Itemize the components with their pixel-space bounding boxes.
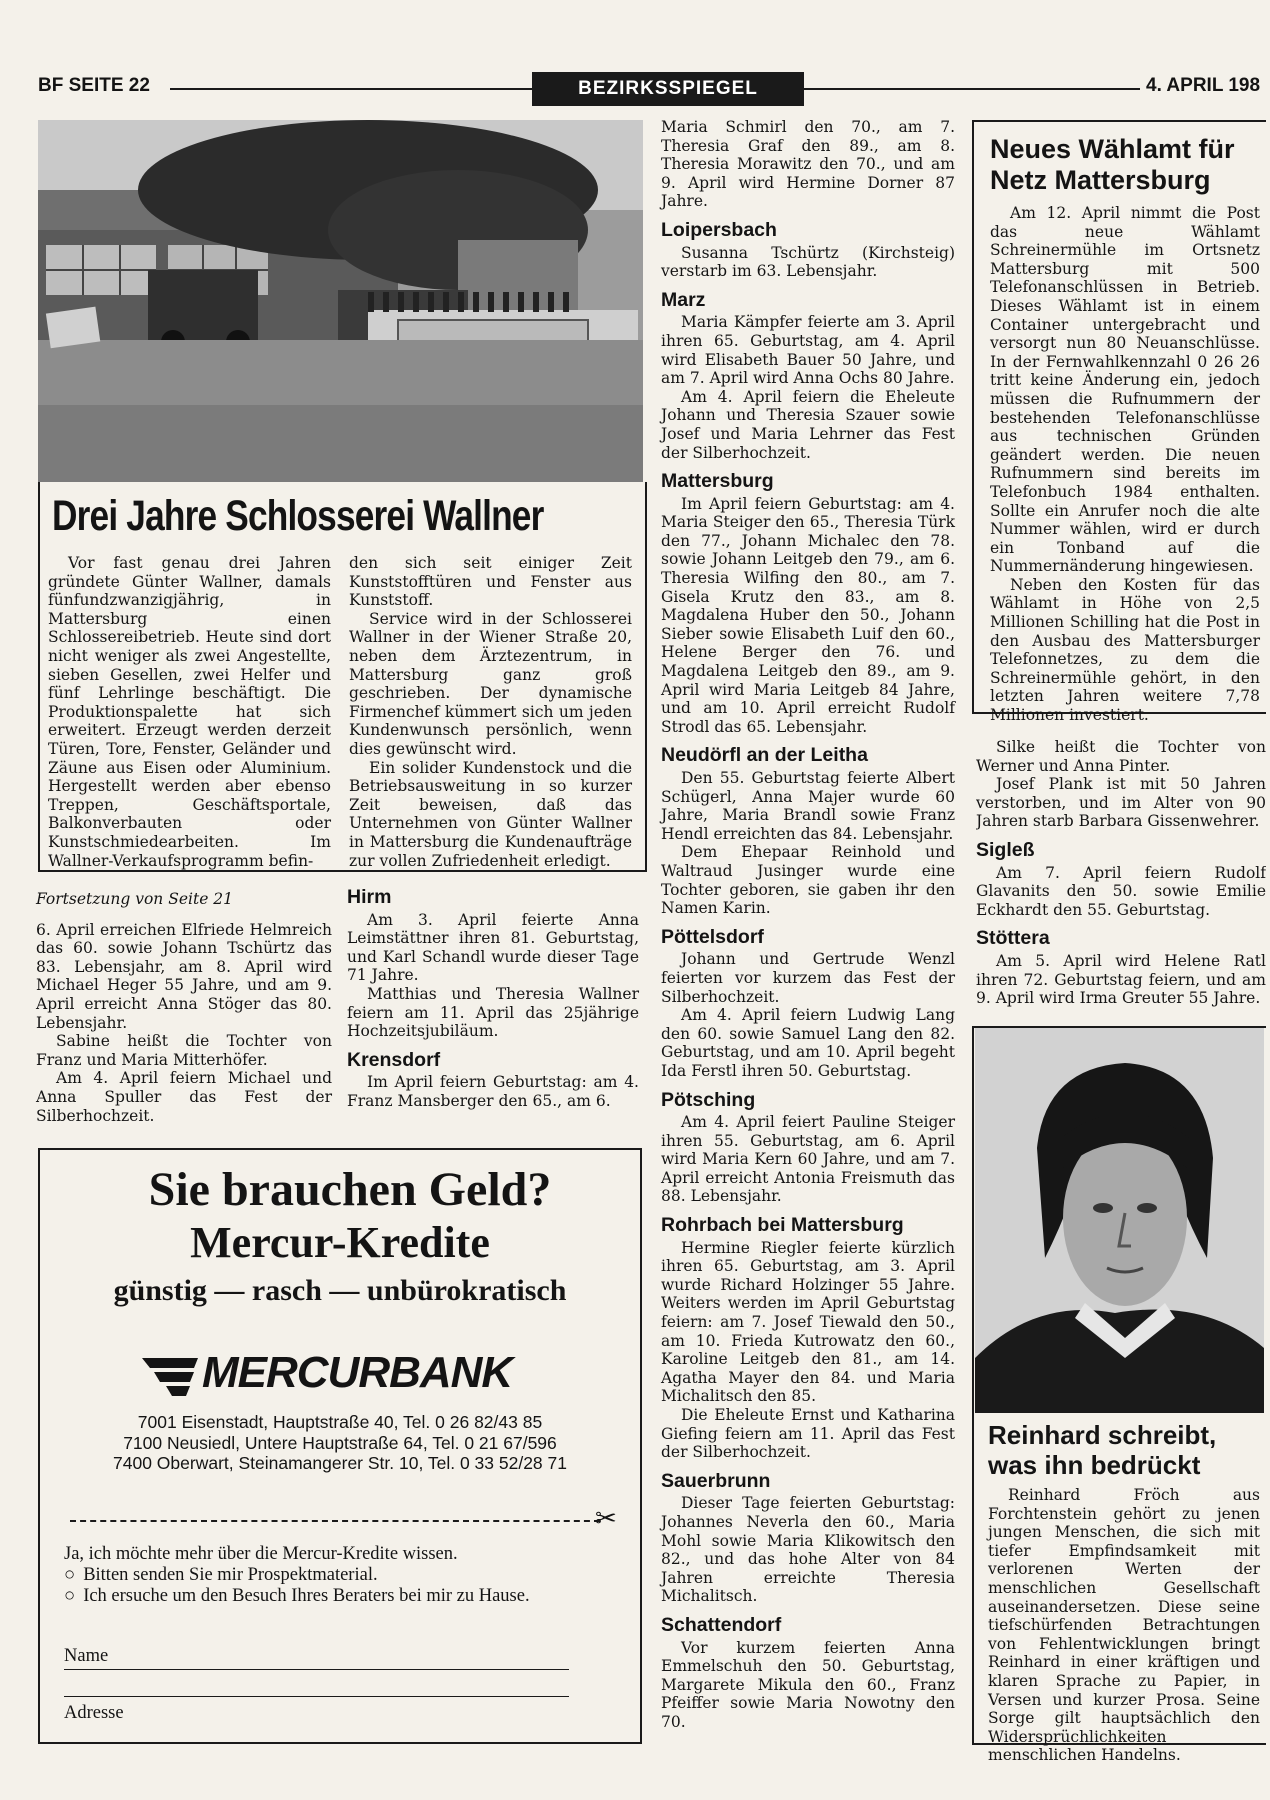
place-heading: Sauerbrunn: [661, 1469, 771, 1492]
news-paragraph: Maria Schmirl den 70., am 7. Theresia Graf den 89., am 8. Theresia Morawitz den 70., und am 9. April wird Hermine Dorner 87 Jahre.: [661, 118, 955, 211]
news-paragraph: Im April feiern Geburtstag: am 4. Franz Mansberger den 65., am 6.: [347, 1073, 639, 1110]
place-heading: Pöttelsdorf: [661, 925, 764, 948]
place-heading: Neudörfl an der Leitha: [661, 744, 868, 767]
name-field-label: Name: [64, 1646, 109, 1666]
bank-addresses: [60, 1412, 620, 1474]
issue-date: 4. APRIL 198: [1146, 75, 1261, 96]
wahlamt-body: [990, 204, 1260, 725]
address-line: 7001 Eisenstadt, Hauptstraße 40, Tel. 0 26 82/43 85: [137, 1412, 543, 1432]
section-badge: BEZIRKSSPIEGEL: [532, 72, 804, 106]
workshop-photo: [38, 120, 643, 482]
news-paragraph: Sabine heißt die Tochter von Franz und Maria Mitterhöfer.: [36, 1032, 332, 1069]
place-heading: Stöttera: [976, 927, 1050, 950]
continuation-column-2: [347, 888, 639, 1111]
option-label: Bitten senden Sie mir Prospektmaterial.: [83, 1565, 378, 1585]
news-paragraph: Am 4. April feiern Ludwig Lang den 60. sowie Samuel Lang den 82. Geburtstag, und am 10. April begeht Ida Ferstl ihren 50. Geburtstag.: [661, 1006, 955, 1080]
scissors-icon: ✂: [595, 1504, 617, 1534]
news-paragraph: Im April feiern Geburtstag: am 4. Maria Steiger den 65., Theresia Türk den 77., Johann Michalec den 78. sowie Johann Leitgeb den 79., am 6. Theresia Wilfing den 80., am 7. Gisela Krutz den 83., am 8. Magdalena Huber den 50., Johann Sieber sowie Elisabeth Luif den 60., Helene Berger den 76. und Magdalena Leitgeb den 89., am 9. April wird Maria Leitgeb 84 Jahre, und am 10. April erreicht Rudolf Strodl das 65. Lebensjahr.: [661, 494, 955, 736]
portrait-drawing: [975, 1028, 1264, 1413]
coupon-intro: Ja, ich möchte mehr über die Mercur-Kredite wissen.: [64, 1544, 458, 1564]
continuation-column-1: [36, 890, 332, 1125]
place-heading: Mattersburg: [661, 470, 774, 493]
news-paragraph: Johann und Gertrude Wenzl feierten vor kurzem das Fest der Silberhochzeit.: [661, 950, 955, 1006]
news-paragraph: Den 55. Geburtstag feierte Albert Schügerl, Anna Majer wurde 60 Jahre, Maria Brandl sowie Franz Hendl erreichten das 84. Lebensjahr.: [661, 769, 955, 843]
ad-slogan: günstig — rasch — unbürokratisch: [113, 1274, 567, 1307]
radio-circle-icon[interactable]: ○: [64, 1565, 76, 1585]
portrait-photo: [975, 1028, 1264, 1413]
place-heading: Loipersbach: [661, 218, 777, 241]
place-heading: Rohrbach bei Mattersburg: [661, 1214, 904, 1237]
story-title: Drei Jahre Schlosserei Wallner: [52, 492, 544, 540]
place-heading: Pötsching: [661, 1088, 756, 1111]
news-paragraph: Am 7. April feiern Rudolf Glavanits den 50. sowie Emilie Eckhardt den 55. Geburtstag.: [976, 863, 1266, 919]
news-paragraph: Am 4. April feiert Pauline Steiger ihren 55. Geburtstag, am 6. April wird Maria Kern 60 Jahre, und am 7. April erreicht Antonia Freismuth das 88. Lebensjahr.: [661, 1113, 955, 1206]
address-line: 7100 Neusiedl, Untere Hauptstraße 64, Tel. 0 21 67/596: [123, 1432, 557, 1453]
page-label: BF SEITE 22: [38, 75, 150, 96]
news-paragraph: Am 4. April feiern die Eheleute Johann und Theresia Szauer sowie Josef und Maria Lehrner das Fest der Silberhochzeit.: [661, 387, 955, 462]
story-paragraph: Vor fast genau drei Jahren gründete Günter Wallner, damals fünfundzwanzigjährig, in Mattersburg einen Schlossereibetrieb. Heute sind dort nicht weniger als zwei Angestellte, sieben Gesellen, zwei Helfer und fünf Lehrlinge beschäftigt. Die Produktionspalette hat sich erweitert. Erzeugt werden derzeit Türen, Tore, Fenster, Geländer und Zäune aus Eisen oder Aluminium. Hergestellt werden aber ebenso Treppen, Geschäftsportale, Balkonverbauten oder Kunstschmiedearbeiten. Im Wallner-Verkaufsprogramm befin-: [48, 554, 331, 870]
news-paragraph: Am 12. April nimmt die Post das neue Wählamt Schreinermühle im Ortsnetz Mattersburg mit 500 Telefonanschlüssen in Betrieb. Dieses Wählamt ist in einem Container untergebracht und versorgt nun 80 Neuanschlüsse. In der Fernwahlkennzahl 0 26 26 tritt keine Änderung ein, jedoch müssen die Rufnummern der bestehenden Telefonanschlüsse aus technischen Gründen geändert werden. Die neuen Rufnummern sind bereits im Telefonbuch 1984 enthalten. Sollte ein Anrufer noch die alte Nummer wählen, wird er durch ein Tonband auf die Nummernänderung hingewiesen.: [990, 204, 1260, 576]
story-column-2: [349, 554, 632, 870]
name-field[interactable]: [64, 1646, 569, 1670]
right-news: [976, 738, 1266, 1008]
news-paragraph: Dieser Tage feierten Geburtstag: Johannes Neverla den 60., Maria Mohl sowie Maria Klikowitsch den 82., und das hohe Alter von 84 Jahren erreichte Theresia Michalitsch.: [661, 1494, 955, 1606]
place-heading: Sigleß: [976, 838, 1035, 861]
place-heading: Hirm: [347, 886, 392, 908]
continuation-note: Fortsetzung von Seite 21: [36, 890, 234, 908]
option-label: Ich ersuche um den Besuch Ihres Beraters bei mir zu Hause.: [83, 1586, 530, 1606]
ad-headline: Sie brauchen Geld?: [148, 1163, 552, 1216]
reinhard-article: [988, 1420, 1268, 1765]
place-heading: Marz: [661, 288, 706, 311]
news-paragraph: Die Eheleute Ernst und Katharina Giefing feiern am 11. April das Fest der Silberhochzeit.: [661, 1406, 955, 1462]
coupon-option-brochure[interactable]: [64, 1565, 624, 1586]
mercur-emblem-icon: [140, 1350, 200, 1398]
wahlamt-title: Neues Wählamt für Netz Mattersburg: [990, 134, 1235, 195]
place-heading: Krensdorf: [347, 1048, 441, 1071]
coupon: [64, 1544, 624, 1607]
news-paragraph: Susanna Tschürtz (Kirchsteig) verstarb im 63. Lebensjahr.: [661, 243, 955, 281]
radio-circle-icon[interactable]: ○: [64, 1586, 76, 1606]
news-paragraph: Neben den Kosten für das Wählamt in Höhe von 2,5 Millionen Schilling hat die Post in den Ausbau des Mattersburger Telefonnetzes, zu dem die Schreinermühle gehört, in den letzten Jahren weitere 7,78 Millionen investiert.: [990, 575, 1260, 725]
news-paragraph: Reinhard Fröch aus Forchtenstein gehört zu jenen jungen Menschen, die sich mit tiefer Empfindsamkeit mit verlorenen Werten der menschlichen Gesellschaft auseinandersetzen. Diese seine tiefschürfenden Betrachtungen von Fehlentwicklungen bringt Reinhard in einer kräftigen und klaren Sprache zu Papier, in Versen und kurzer Prosa. Seine Sorge gilt hauptsächlich den Widersprüchlichkeiten menschlichen Handelns.: [988, 1486, 1260, 1765]
news-paragraph: Dem Ehepaar Reinhold und Waltraud Jusinger wurde eine Tochter geboren, sie gaben ihr den Namen Karin.: [661, 843, 955, 918]
header-rule-right: [800, 88, 1140, 90]
place-heading: Schattendorf: [661, 1613, 782, 1636]
story-paragraph: Service wird in der Schlosserei Wallner in der Wiener Straße 20, neben dem Ärztezentrum, in Mattersburg ganz groß geschrieben. Der dynamische Firmenchef kümmert sich um jeden Kundenwunsch persönlich, wenn dies gewünscht wird.: [349, 609, 632, 758]
bank-name: MERCURBANK: [202, 1348, 513, 1397]
cut-line: [70, 1520, 600, 1522]
news-paragraph: Vor kurzem feierten Anna Emmelschuh den 50. Geburtstag, Margarete Mikula den 60., Franz Pfeiffer sowie Maria Nowotny den 70.: [661, 1638, 955, 1731]
header-rule-left: [170, 88, 532, 90]
mercurbank-logo: [140, 1348, 540, 1400]
news-paragraph: Am 4. April feiern Michael und Anna Spuller das Fest der Silberhochzeit.: [36, 1069, 332, 1125]
address-field-label: Adresse: [64, 1703, 124, 1723]
news-paragraph: Silke heißt die Tochter von Werner und Anna Pinter.: [976, 738, 1266, 775]
coupon-option-visit[interactable]: [64, 1586, 624, 1607]
story-column-1: [48, 554, 331, 870]
news-paragraph: Josef Plank ist mit 50 Jahren verstorben, und im Alter von 90 Jahren starb Barbara Gissenwehrer.: [976, 775, 1266, 831]
address-line: 7400 Oberwart, Steinamangerer Str. 10, Tel. 0 33 52/28 71: [113, 1453, 567, 1473]
news-paragraph: Am 3. April feierte Anna Leimstättner ihren 81. Geburtstag, und Karl Schandl wurde dieser Tage 71 Jahre.: [347, 910, 639, 985]
reinhard-title: Reinhard schreibt, was ihn bedrückt: [988, 1420, 1217, 1480]
ad-product: Mercur-Kredite: [190, 1218, 490, 1267]
news-paragraph: Matthias und Theresia Wallner feiern am 11. April das 25jährige Hochzeitsjubiläum.: [347, 984, 639, 1041]
story-paragraph: Ein solider Kundenstock und die Betriebsausweitung in so kurzer Zeit beweisen, daß das Unternehmen von Günter Wallner in Mattersburg die Kundenaufträge zur vollen Zufriedenheit erledigt.: [349, 758, 632, 870]
address-field[interactable]: [64, 1696, 569, 1724]
reinhard-body: [988, 1486, 1260, 1765]
story-paragraph: den sich seit einiger Zeit Kunststofftüren und Fenster aus Kunststoff.: [349, 554, 632, 610]
wahlamt-article: [990, 134, 1270, 725]
news-paragraph: Hermine Riegler feierte kürzlich ihren 65. Geburtstag, am 3. April wurde Richard Holzinger 55 Jahre. Weiters werden im April Geburtstag feiern: am 7. Josef Tiewald den 50., am 10. Frieda Kutrowatz den 60., Karoline Leitgeb den 81., am 14. Agatha Mayer den 84. und Maria Michalitsch den 85.: [661, 1238, 955, 1406]
workshop-photo-drawing: [38, 120, 643, 482]
mercur-ad: [38, 1148, 642, 1744]
news-paragraph: 6. April erreichen Elfriede Helmreich das 60. sowie Johann Tschürtz das 83. Lebensjahr, am 8. April wird Michael Heger 55 Jahre, und am 9. April erreicht Anna Stöger das 80. Lebensjahr.: [36, 920, 332, 1032]
news-paragraph: Maria Kämpfer feierte am 3. April ihren 65. Geburtstag, am 4. April wird Elisabeth Bauer 50 Jahre, und am 7. April wird Anna Ochs 80 Jahre.: [661, 313, 955, 388]
news-paragraph: Am 5. April wird Helene Ratl ihren 72. Geburtstag feiern, und am 9. April wird Irma Greuter 55 Jahre.: [976, 951, 1266, 1008]
middle-column: [661, 118, 955, 1732]
